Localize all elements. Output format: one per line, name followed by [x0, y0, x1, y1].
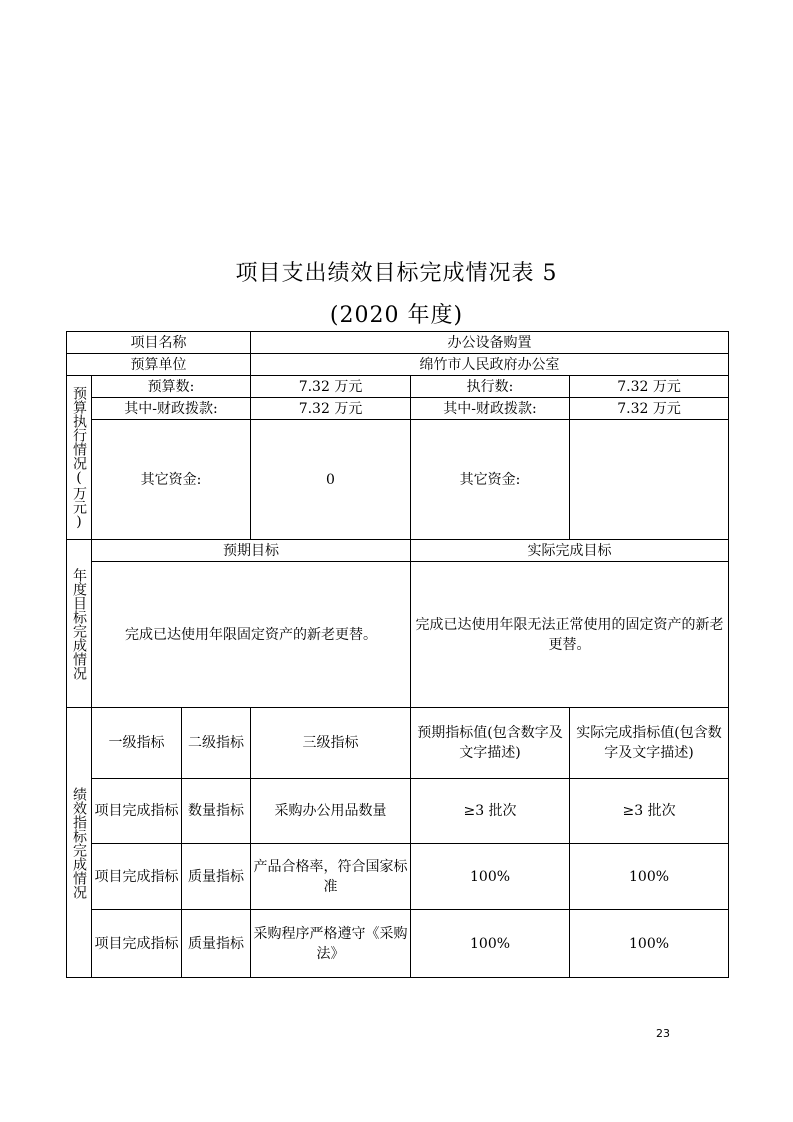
performance-table	[66, 331, 729, 978]
other-exec-value	[570, 420, 729, 540]
other-exec-label: 其它资金:	[411, 420, 570, 540]
page-subtitle: (2020 年度)	[329, 303, 464, 328]
indicator-level3: 采购办公用品数量	[251, 779, 411, 844]
indicator-level1: 项目完成指标	[92, 910, 182, 978]
indicator-expected: 100%	[411, 844, 570, 910]
indicator-level3: 采购程序严格遵守《采购法》	[251, 910, 411, 978]
annual-goal-body-row	[67, 562, 729, 708]
annual-goal-section-label-cell	[67, 540, 92, 708]
budget-row	[67, 376, 729, 398]
project-name-row	[67, 332, 729, 354]
indicator-level2: 数量指标	[182, 779, 251, 844]
indicator-actual: 100%	[570, 844, 729, 910]
budget-unit-value: 绵竹市人民政府办公室	[251, 354, 729, 376]
indicator-section-label-cell	[67, 708, 92, 978]
page-number: 23	[656, 1027, 670, 1040]
exec-amount-label: 执行数:	[411, 376, 570, 398]
indicator-level1: 项目完成指标	[92, 844, 182, 910]
indicator-actual: 100%	[570, 910, 729, 978]
indicator-actual: ≥3 批次	[570, 779, 729, 844]
expected-goal-text: 完成已达使用年限固定资产的新老更替。	[92, 562, 411, 708]
indicator-header-level2: 二级指标	[182, 708, 251, 779]
annual-goal-section-label: 年度目标完成情况	[71, 567, 87, 680]
actual-goal-text: 完成已达使用年限无法正常使用的固定资产的新老更替。	[411, 562, 729, 708]
budget-unit-label: 预算单位	[67, 354, 251, 376]
fiscal-exec-value: 7.32 万元	[570, 398, 729, 420]
table-row	[67, 779, 729, 844]
fiscal-row	[67, 398, 729, 420]
indicator-expected: ≥3 批次	[411, 779, 570, 844]
budget-amount-value: 7.32 万元	[251, 376, 411, 398]
indicator-header-level1: 一级指标	[92, 708, 182, 779]
other-budget-value: 0	[251, 420, 411, 540]
indicator-section-label: 绩效指标完成情况	[71, 786, 87, 899]
table-row	[67, 844, 729, 910]
fiscal-exec-label: 其中-财政拨款:	[411, 398, 570, 420]
other-funds-row	[67, 420, 729, 540]
project-name-value: 办公设备购置	[251, 332, 729, 354]
table-row	[67, 910, 729, 978]
indicator-level2: 质量指标	[182, 844, 251, 910]
indicator-header-level3: 三级指标	[251, 708, 411, 779]
other-budget-label: 其它资金:	[92, 420, 251, 540]
indicator-level3: 产品合格率，符合国家标准	[251, 844, 411, 910]
indicator-header-actual: 实际完成指标值(包含数字及文字描述)	[570, 708, 729, 779]
indicator-header-row	[67, 708, 729, 779]
annual-goal-header-row	[67, 540, 729, 562]
expected-goal-header: 预期目标	[92, 540, 411, 562]
page-title: 项目支出绩效目标完成情况表 5	[235, 261, 558, 286]
budget-unit-row	[67, 354, 729, 376]
budget-section-label: 预算执行情况(万元)	[71, 385, 87, 530]
fiscal-budget-value: 7.32 万元	[251, 398, 411, 420]
fiscal-budget-label: 其中-财政拨款:	[92, 398, 251, 420]
indicator-header-expected: 预期指标值(包含数字及文字描述)	[411, 708, 570, 779]
project-name-label: 项目名称	[67, 332, 251, 354]
indicator-expected: 100%	[411, 910, 570, 978]
indicator-level1: 项目完成指标	[92, 779, 182, 844]
budget-amount-label: 预算数:	[92, 376, 251, 398]
budget-section-label-cell	[67, 376, 92, 540]
indicator-level2: 质量指标	[182, 910, 251, 978]
actual-goal-header: 实际完成目标	[411, 540, 729, 562]
exec-amount-value: 7.32 万元	[570, 376, 729, 398]
